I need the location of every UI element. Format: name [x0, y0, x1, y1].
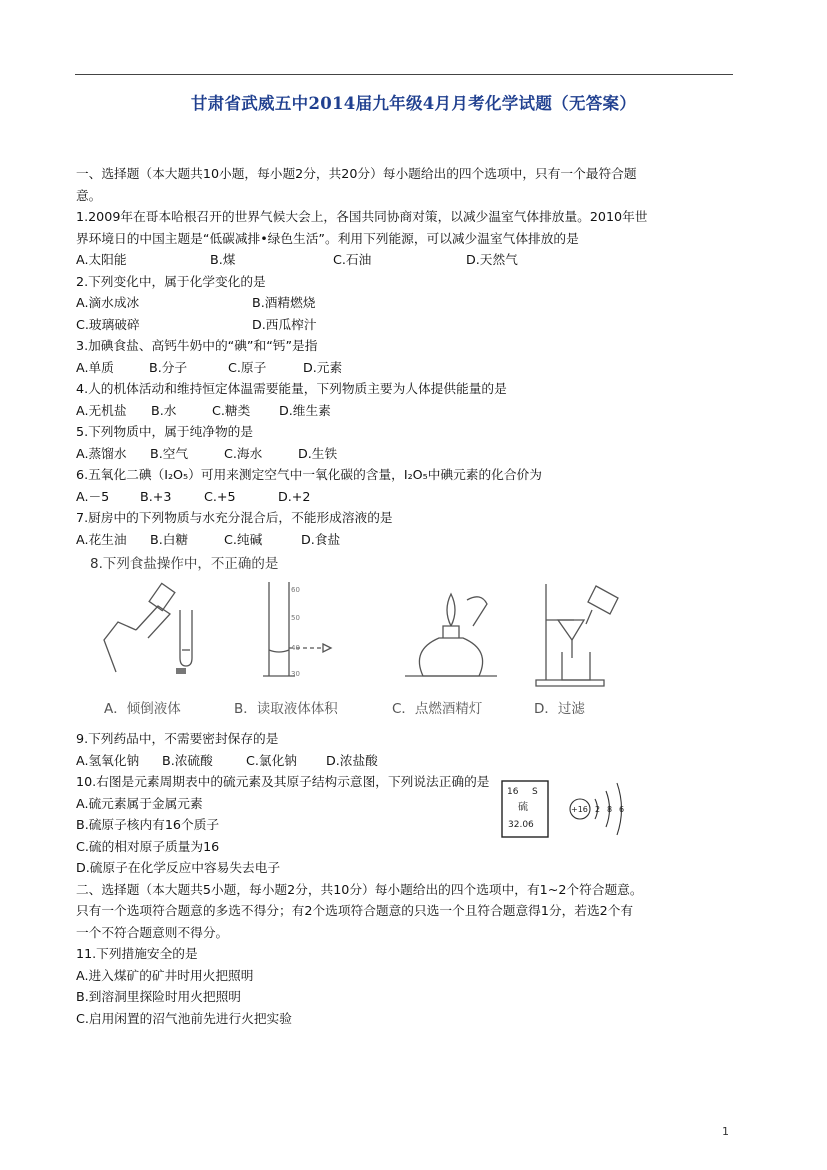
q3-option-c: C.原子	[228, 359, 267, 375]
q6-stem-part3: 中碘元素的化合价为	[427, 467, 542, 482]
shell-3-electrons: 6	[619, 805, 625, 814]
shell-2-electrons: 8	[607, 805, 613, 814]
pouring-liquid-illustration	[96, 580, 206, 680]
q3-stem: 3.加碘食盐、高钙牛奶中的“碘”和“钙”是指	[76, 338, 318, 353]
graduated-cylinder-illustration	[251, 580, 371, 680]
q5-option-d: D.生铁	[298, 445, 338, 461]
q11-stem: 11.下列措施安全的是	[76, 946, 198, 961]
q11-option-a: A.进入煤矿的矿井时用火把照明	[76, 967, 254, 983]
q11-option-c: C.启用闲置的沼气池前先进行火把实验	[76, 1010, 292, 1026]
q8-figure	[76, 552, 736, 728]
nucleus-charge: +16	[571, 805, 588, 814]
q9-option-b: B.浓硫酸	[162, 752, 213, 768]
q10-block	[76, 771, 736, 879]
page-number: 1	[722, 1125, 729, 1138]
q8-caption-c: C．点燃酒精灯	[392, 701, 483, 717]
q7-option-b: B.白糖	[150, 531, 189, 547]
q6-option-b: B.+3	[140, 488, 172, 504]
q6-stem	[76, 464, 736, 486]
q9-option-c: C.氯化钠	[246, 752, 297, 768]
q2-options-row1	[76, 292, 736, 314]
q1-stem-cont: 界环境日的中国主题是“低碳减排•绿色生活”。利用下列能源，可以减少温室气体排放的是	[76, 230, 579, 246]
q8-caption-d: D．过滤	[534, 701, 585, 717]
q4-option-c: C.糖类	[212, 402, 251, 418]
q7-option-c: C.纯碱	[224, 531, 263, 547]
q9-stem: 9.下列药品中，不需要密封保存的是	[76, 731, 279, 746]
scale-tick-60: 60	[291, 586, 300, 594]
q5-option-b: B.空气	[150, 445, 189, 461]
q2-options-row2	[76, 314, 736, 336]
q6-stem-part2: ）可用来测定空气中一氧化碳的含量，	[188, 467, 404, 482]
q1-option-d: D.天然气	[466, 252, 518, 267]
page-title: 甘肃省武威五中2014届九年级4月月考化学试题（无答案）	[190, 94, 637, 113]
q2-stem: 2.下列变化中，属于化学变化的是	[76, 273, 266, 289]
scale-tick-50: 50	[291, 614, 300, 622]
q4-options	[76, 400, 736, 422]
q4-option-b: B.水	[151, 402, 177, 418]
shell-1-electrons: 2	[595, 805, 601, 814]
q4-option-d: D.维生素	[279, 402, 331, 418]
q9-option-a: A.氢氧化钠	[76, 752, 140, 768]
q9-options	[76, 750, 736, 772]
section1-header-cont: 意。	[76, 187, 102, 203]
q10-option-d: D.硫原子在化学反应中容易失去电子	[76, 860, 281, 875]
q4-stem: 4.人的机体活动和维持恒定体温需要能量，下列物质主要为人体提供能量的是	[76, 381, 507, 396]
q11-option-b: B.到溶洞里探险时用火把照明	[76, 989, 241, 1004]
q5-option-a: A.蒸馏水	[76, 445, 127, 461]
q6-stem-part1: 6.五氧化二碘（	[76, 467, 165, 482]
q10-option-b: B.硫原子核内有16个质子	[76, 817, 220, 832]
q7-options	[76, 529, 736, 551]
q6-option-d: D.+2	[278, 488, 311, 504]
q7-option-a: A.花生油	[76, 531, 127, 547]
q10-stem: 10.右图是元素周期表中的硫元素及其原子结构示意图，下列说法正确的是	[76, 774, 490, 789]
atomic-number: 16	[507, 787, 519, 797]
exam-body	[76, 163, 736, 1029]
q3-option-a: A.单质	[76, 359, 114, 375]
q5-options	[76, 443, 736, 465]
q2-option-b: B.酒精燃烧	[252, 295, 316, 310]
q2-option-a: A.滴水成冰	[76, 295, 140, 310]
q1-option-c: C.石油	[333, 252, 372, 267]
q7-stem: 7.厨房中的下列物质与水充分混合后，不能形成溶液的是	[76, 510, 393, 525]
q8-caption-b: B．读取液体体积	[234, 701, 338, 717]
element-name: 硫	[518, 802, 528, 813]
q6-option-a: A.－5	[76, 488, 110, 504]
header-rule	[75, 74, 733, 75]
q7-option-d: D.食盐	[301, 531, 341, 547]
section1-header: 一、选择题（本大题共10小题，每小题2分，共20分）每小题给出的四个选项中，只有一个最符合题	[76, 166, 637, 181]
q4-option-a: A.无机盐	[76, 402, 127, 418]
q3-option-d: D.元素	[303, 359, 343, 375]
section2-header-cont1: 只有一个选项符合题意的多选不得分；有2个选项符合题意的只选一个且符合题意得1分，若选2个有	[76, 903, 634, 918]
q6-formula: I₂O₅	[164, 467, 189, 482]
section2-header-cont2: 一个不符合题意则不得分。	[76, 924, 229, 940]
q6-option-c: C.+5	[204, 488, 236, 504]
q9-option-d: D.浓盐酸	[326, 752, 378, 768]
q10-option-c: C.硫的相对原子质量为16	[76, 838, 220, 854]
q5-stem: 5.下列物质中，属于纯净物的是	[76, 424, 254, 439]
atomic-mass: 32.06	[508, 820, 534, 830]
q6-options	[76, 486, 736, 508]
scale-tick-40: 40	[291, 644, 300, 652]
q8-caption-a: A．倾倒液体	[104, 701, 181, 717]
q6-formula-repeat: I₂O₅	[403, 467, 428, 482]
section2-header: 二、选择题（本大题共5小题，每小题2分，共10分）每小题给出的四个选项中，有1~2个符合题意。	[76, 881, 643, 897]
q3-options	[76, 357, 736, 379]
alcohol-lamp-illustration	[401, 580, 511, 680]
q5-option-c: C.海水	[224, 445, 263, 461]
scale-tick-30: 30	[291, 670, 300, 678]
q2-option-d: D.西瓜榨汁	[252, 316, 317, 332]
q2-option-c: C.玻璃破碎	[76, 316, 140, 332]
q3-option-b: B.分子	[149, 359, 188, 375]
element-symbol: S	[532, 787, 538, 797]
q1-option-a: A.太阳能	[76, 252, 127, 267]
filtration-illustration	[526, 580, 646, 690]
q8-stem: 8.下列食盐操作中，不正确的是	[90, 556, 279, 572]
q10-option-a: A.硫元素属于金属元素	[76, 795, 203, 811]
q1-option-b: B.煤	[210, 252, 236, 267]
sulfur-element-diagram	[500, 777, 690, 843]
q1-stem: 1.2009年在哥本哈根召开的世界气候大会上，各国共同协商对策，以减少温室气体排放量。2010年世	[76, 209, 648, 224]
q1-options	[76, 249, 736, 271]
